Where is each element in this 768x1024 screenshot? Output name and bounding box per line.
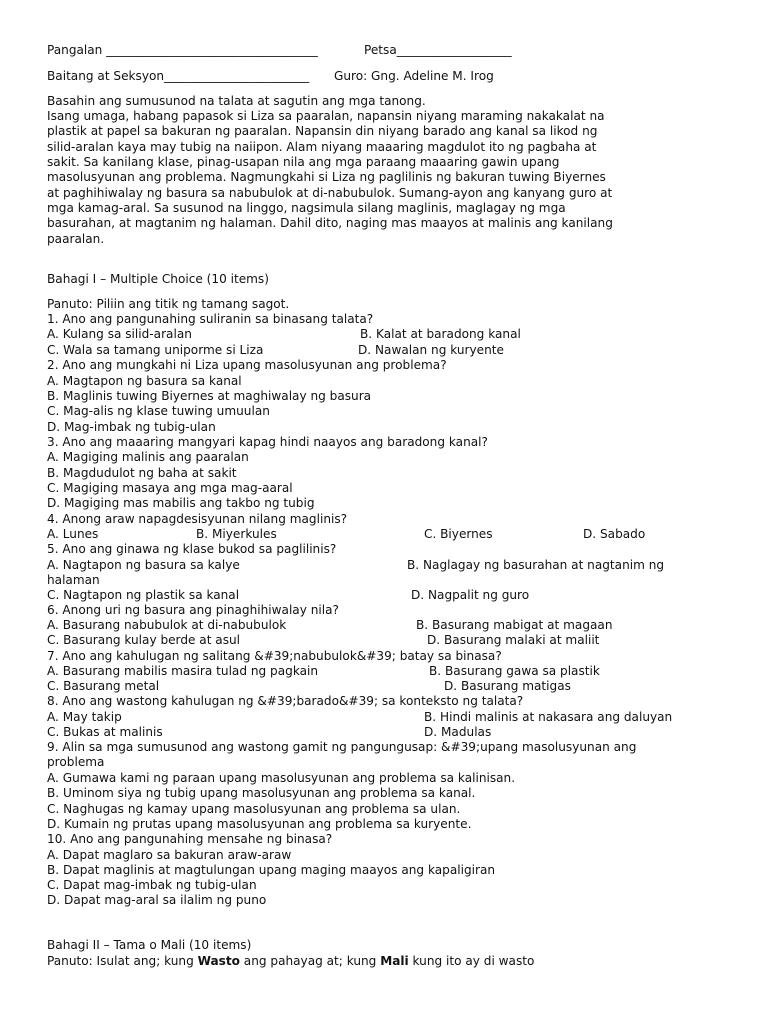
teacher-label: Guro: Gng. Adeline M. Irog <box>334 69 494 83</box>
q3-choice-d: D. Magiging mas mabilis ang takbo ng tubig <box>47 496 315 510</box>
question-8: 8. Ano ang wastong kahulugan ng &#39;barado&#39; sa konteksto ng talata? <box>47 694 524 708</box>
part1-title: Bahagi I – Multiple Choice (10 items) <box>47 272 269 286</box>
name-field-label: Pangalan ___________________________________ <box>47 43 318 57</box>
q6-choice-b: B. Basurang mabigat at magaan <box>416 618 613 632</box>
section-field-label: Baitang at Seksyon________________________ <box>47 69 310 83</box>
question-4: 4. Anong araw napagdesisyunan nilang maglinis? <box>47 512 348 526</box>
question-7: 7. Ano ang kahulugan ng salitang &#39;nabubulok&#39; batay sa binasa? <box>47 649 502 663</box>
q5-choice-a: A. Nagtapon ng basura sa kalye <box>47 558 240 572</box>
q8-choice-c: C. Bukas at malinis <box>47 725 163 739</box>
date-field-label: Petsa___________________ <box>364 43 512 57</box>
q2-choice-b: B. Maglinis tuwing Biyernes at maghiwalay ng basura <box>47 389 372 403</box>
q7-choice-d: D. Basurang matigas <box>444 679 571 693</box>
question-3: 3. Ano ang maaaring mangyari kapag hindi naayos ang baradong kanal? <box>47 435 488 449</box>
q2-choice-d: D. Mag-imbak ng tubig-ulan <box>47 420 216 434</box>
q2-choice-a: A. Magtapon ng basura sa kanal <box>47 374 242 388</box>
q5-choice-b: B. Naglagay ng basurahan at nagtanim ng <box>407 558 665 572</box>
q6-choice-c: C. Basurang kulay berde at asul <box>47 633 241 647</box>
q6-choice-d: D. Basurang malaki at maliit <box>427 633 600 647</box>
q9-choice-c: C. Naghugas ng kamay upang masolusyunan ang problema sa ulan. <box>47 802 461 816</box>
q5-choice-d: D. Nagpalit ng guro <box>411 588 530 602</box>
q2-choice-c: C. Mag-alis ng klase tuwing umuulan <box>47 404 270 418</box>
q8-choice-b: B. Hindi malinis at nakasara ang daluyan <box>424 710 673 724</box>
q3-choice-c: C. Magiging masaya ang mga mag-aaral <box>47 481 293 495</box>
question-9: 9. Alin sa mga sumusunod ang wastong gamit ng pangungusap: &#39;upang masolusyunan ang <box>47 740 637 754</box>
q7-choice-b: B. Basurang gawa sa plastik <box>429 664 600 678</box>
q7-choice-a: A. Basurang mabilis masira tulad ng pagkain <box>47 664 319 678</box>
q10-choice-b: B. Dapat maglinis at magtulungan upang maging maayos ang kapaligiran <box>47 863 496 877</box>
q5-choice-c: C. Nagtapon ng plastik sa kanal <box>47 588 240 602</box>
q10-choice-c: C. Dapat mag-imbak ng tubig-ulan <box>47 878 257 892</box>
q7-choice-c: C. Basurang metal <box>47 679 160 693</box>
part2-directions-text-2: ang pahayag at; kung <box>239 954 381 968</box>
q9-choice-b: B. Uminom siya ng tubig upang masolusyunan ang problema sa kanal. <box>47 786 476 800</box>
part1-directions: Panuto: Piliin ang titik ng tamang sagot. <box>47 297 290 311</box>
q1-choice-c: C. Wala sa tamang uniporme si Liza <box>47 343 264 357</box>
part2-directions-text-1: Panuto: Isulat ang; kung <box>47 954 198 968</box>
part2-directions <box>47 954 534 969</box>
reading-passage: Isang umaga, habang papasok si Liza sa paaralan, napansin niyang maraming nakakalat na plastik at papel sa bakuran ng paaralan. Napansin din niyang barado ang kanal sa likod ng silid-aralan kaya may tubig na naiipon. Alam niyang maaaring magdulot ito ng pagbaha at sakit. Sa kanilang klase, pinag-usapan nila ang mga paraang maaaring gawin upang masolusyunan ang problema. Nagmungkahi si Liza ng paglilinis ng bakuran tuwing Biyernes at paghihiwalay ng basura sa nabubulok at di-nabubulok. Sumang-ayon ang kanyang guro at mga kamag-aral. Sa susunod na linggo, nagsimula silang maglinis, maglagay ng mga basurahan, at magtanim ng halaman. Dahil dito, naging mas maayos at malinis ang kanilang paaralan. <box>47 109 613 246</box>
part2-title: Bahagi II – Tama o Mali (10 items) <box>47 938 252 952</box>
q4-choice-b: B. Miyerkules <box>196 527 277 541</box>
q8-choice-d: D. Madulas <box>424 725 492 739</box>
question-6: 6. Anong uri ng basura ang pinaghihiwalay nila? <box>47 603 339 617</box>
q4-choice-c: C. Biyernes <box>424 527 493 541</box>
q1-choice-b: B. Kalat at baradong kanal <box>360 327 521 341</box>
passage-instruction: Basahin ang sumusunod na talata at sagutin ang mga tanong. <box>47 94 426 108</box>
question-10: 10. Ano ang pangunahing mensahe ng binasa? <box>47 832 333 846</box>
q1-choice-a: A. Kulang sa silid-aralan <box>47 327 192 341</box>
q10-choice-d: D. Dapat mag-aral sa ilalim ng puno <box>47 893 267 907</box>
question-2: 2. Ano ang mungkahi ni Liza upang masolusyunan ang problema? <box>47 358 447 372</box>
q9-choice-d: D. Kumain ng prutas upang masolusyunan ang problema sa kuryente. <box>47 817 472 831</box>
question-9-continued: problema <box>47 755 105 769</box>
q3-choice-b: B. Magdudulot ng baha at sakit <box>47 466 237 480</box>
q3-choice-a: A. Magiging malinis ang paaralan <box>47 450 249 464</box>
q10-choice-a: A. Dapat maglaro sa bakuran araw-araw <box>47 848 292 862</box>
q4-choice-d: D. Sabado <box>583 527 646 541</box>
q6-choice-a: A. Basurang nabubulok at di-nabubulok <box>47 618 287 632</box>
q4-choice-a: A. Lunes <box>47 527 99 541</box>
part2-mali-keyword: Mali <box>380 954 409 968</box>
q9-choice-a: A. Gumawa kami ng paraan upang masolusyunan ang problema sa kalinisan. <box>47 771 516 785</box>
q8-choice-a: A. May takip <box>47 710 122 724</box>
q5-choice-b-continued: halaman <box>47 573 100 587</box>
q1-choice-d: D. Nawalan ng kuryente <box>358 343 504 357</box>
part2-wasto-keyword: Wasto <box>197 954 240 968</box>
question-5: 5. Ano ang ginawa ng klase bukod sa paglilinis? <box>47 542 337 556</box>
question-1: 1. Ano ang pangunahing suliranin sa binasang talata? <box>47 312 374 326</box>
part2-directions-text-3: kung ito ay di wasto <box>408 954 535 968</box>
